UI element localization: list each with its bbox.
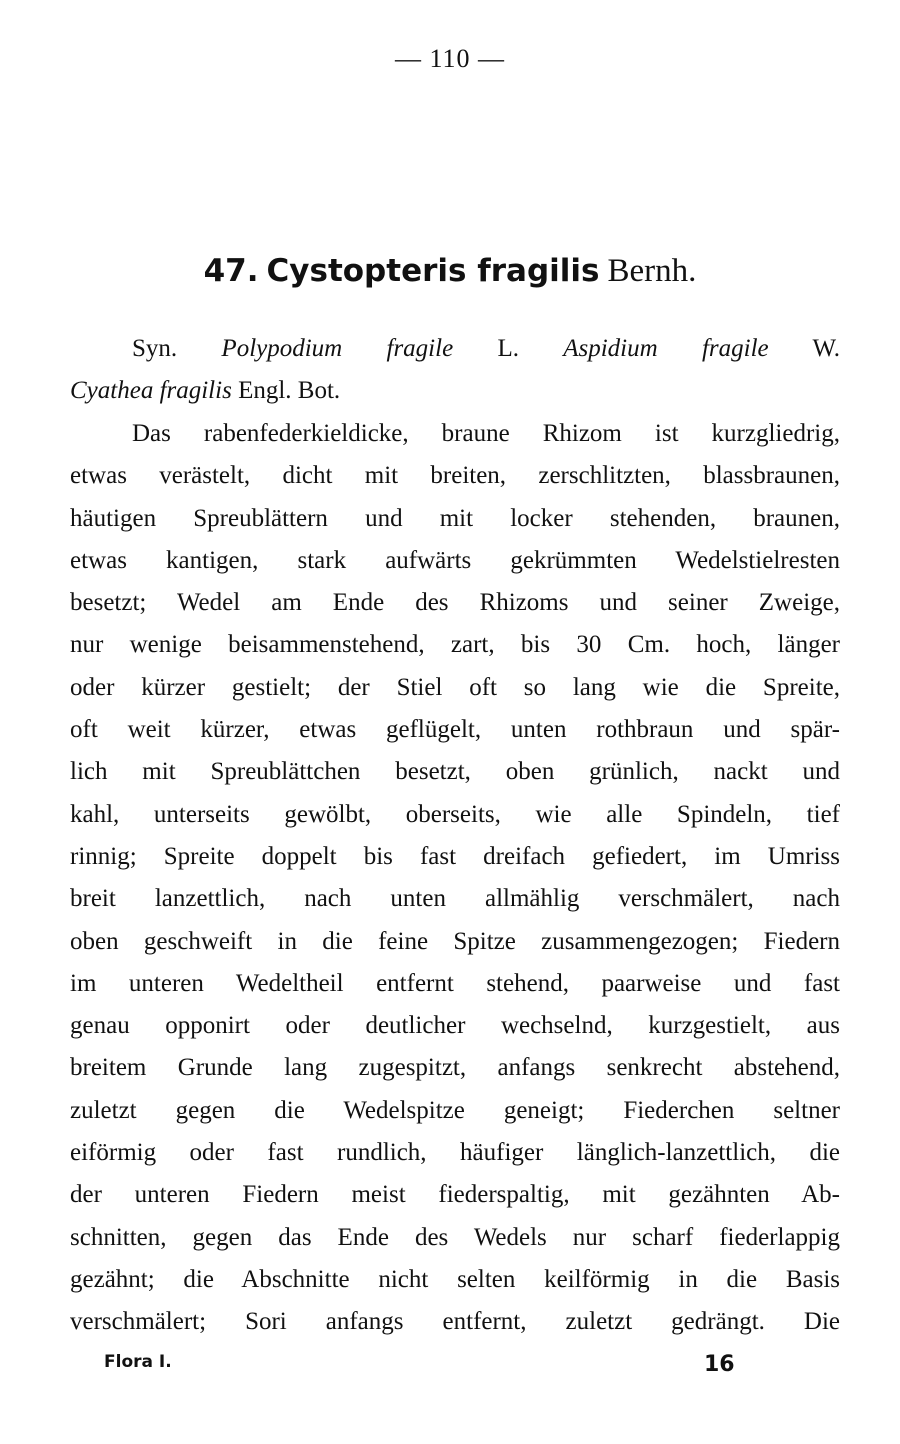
- text-line: kahl, unterseits gewölbt, oberseits, wie alle Spindeln, tief: [70, 800, 840, 828]
- synonyms-label: Syn.: [132, 335, 178, 362]
- text-line: eiförmig oder fast rundlich, häufiger länglich-lanzettlich, die: [70, 1139, 840, 1167]
- synonyms-line: [70, 370, 840, 412]
- text-line: oben geschweift in die feine Spitze zusammengezogen; Fiedern: [70, 927, 840, 955]
- synonym-author: Engl. Bot.: [238, 377, 341, 405]
- text-line: lich mit Spreublättchen besetzt, oben grünlich, nackt und: [70, 758, 840, 786]
- text-line: etwas verästelt, dicht mit breiten, zerschlitzten, blassbraunen,: [70, 462, 840, 490]
- description-paragraph: [70, 413, 840, 1344]
- synonym-name: Cyathea fragilis: [70, 377, 232, 405]
- species-name: Cystopteris fragilis: [266, 253, 600, 289]
- text-line: breitem Grunde lang zugespitzt, anfangs senkrecht abstehend,: [70, 1054, 840, 1082]
- text-line: etwas kantigen, stark aufwärts gekrümmten Wedelstielresten: [70, 546, 840, 574]
- text-line: rinnig; Spreite doppelt bis fast dreifach gefiedert, im Umriss: [70, 842, 840, 870]
- text-line: häutigen Spreublättern und mit locker stehenden, braunen,: [70, 504, 840, 532]
- text-line: der unteren Fiedern meist fiederspaltig, mit gezähnten Ab-: [70, 1181, 840, 1209]
- text-line: oder kürzer gestielt; der Stiel oft so lang wie die Spreite,: [70, 673, 840, 701]
- synonyms-line: [70, 328, 840, 370]
- page-number: — 110 —: [394, 44, 506, 73]
- signature-mark: Flora I.: [104, 1352, 172, 1372]
- text-line: genau opponirt oder deutlicher wechselnd, kurzgestielt, aus: [70, 1012, 840, 1040]
- text-line: breit lanzettlich, nach unten allmählig verschmälert, nach: [70, 885, 840, 913]
- species-author: Bernh.: [607, 253, 697, 289]
- synonym-name: Aspidium fragile: [563, 335, 769, 362]
- text-line: oft weit kürzer, etwas geflügelt, unten rothbraun und spär-: [70, 716, 840, 744]
- text-line: im unteren Wedeltheil entfernt stehend, paarweise und fast: [70, 969, 840, 997]
- synonym-author: W.: [812, 335, 840, 362]
- text-line: zuletzt gegen die Wedelspitze geneigt; Fiederchen seltner: [70, 1096, 840, 1124]
- text-line: schnitten, gegen das Ende des Wedels nur scharf fiederlappig: [70, 1223, 840, 1251]
- text-line: nur wenige beisammenstehend, zart, bis 30 Cm. hoch, länger: [70, 631, 840, 659]
- text-line: gezähnt; die Abschnitte nicht selten keilförmig in die Basis: [70, 1265, 840, 1293]
- synonym-name: Polypodium fragile: [221, 335, 454, 362]
- species-heading: [0, 252, 900, 290]
- synonym-author: L.: [497, 335, 519, 362]
- text-line: Das rabenfederkieldicke, braune Rhizom ist kurzgliedrig,: [132, 420, 840, 447]
- text-line: besetzt; Wedel am Ende des Rhizoms und seiner Zweige,: [70, 589, 840, 617]
- synonyms-paragraph: [70, 328, 840, 413]
- text-line: verschmälert; Sori anfangs entfernt, zuletzt gedrängt. Die: [70, 1308, 840, 1336]
- species-number: 47.: [203, 253, 259, 289]
- folio-number: 16: [704, 1352, 735, 1377]
